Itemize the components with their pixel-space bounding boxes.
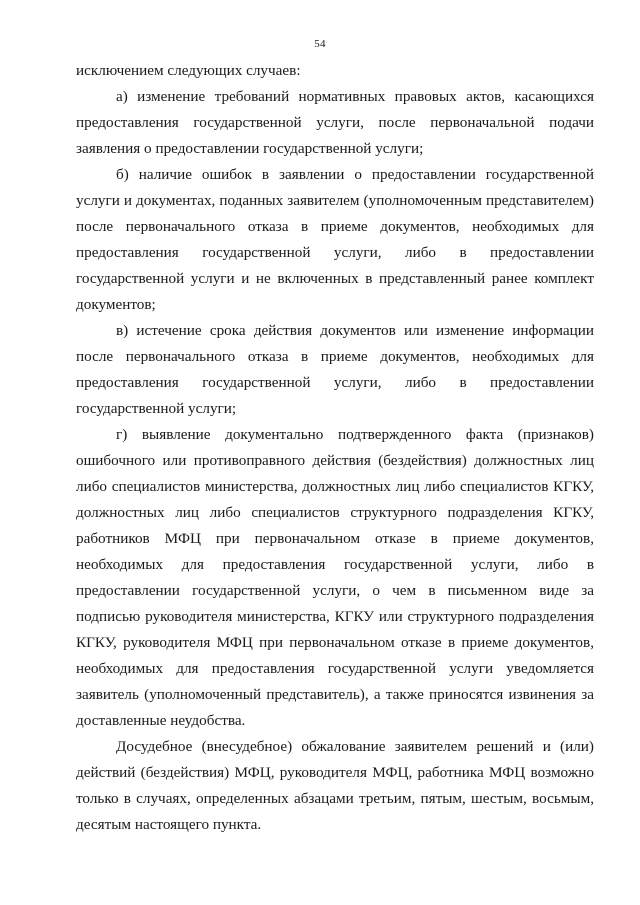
paragraph-item-v: в) истечение срока действия документов или изменение информации после первоначального отказа в приеме документов, необходимых для предоставления государственной услуги, либо в предоставлении государственной услуги; xyxy=(76,322,594,417)
paragraph-item-a: а) изменение требований нормативных правовых актов, касающихся предоставления государственной услуги, после первоначальной подачи заявления о предоставлении государственной услуги; xyxy=(76,88,594,157)
document-body xyxy=(76,58,594,838)
paragraph-item-b: б) наличие ошибок в заявлении о предоставлении государственной услуги и документах, поданных заявителем (уполномоченным представителем) после первоначального отказа в приеме документов, необходимых для предоставления государственной услуги, либо в предоставлении государственной услуги и не включенных в представленный ранее комплект документов; xyxy=(76,166,594,313)
paragraph-continuation: исключением следующих случаев: xyxy=(76,62,301,79)
paragraph-item-g: г) выявление документально подтвержденного факта (признаков) ошибочного или противоправного действия (бездействия) должностных лиц либо специалистов министерства, должностных лиц либо специалистов КГКУ, должностных лиц либо специалистов структурного подразделения КГКУ, работников МФЦ при первоначальном отказе в приеме документов, необходимых для предоставления государственной услуги, либо в предоставлении государственной услуги, о чем в письменном виде за подписью руководителя министерства, КГКУ или структурного подразделения КГКУ, руководителя МФЦ при первоначальном отказе в приеме документов, необходимых для предоставления государственной услуги уведомляется заявитель (уполномоченный представитель), а также приносятся извинения за доставленные неудобства. xyxy=(76,426,594,729)
page-number: 54 xyxy=(314,38,326,50)
paragraph-appeal: Досудебное (внесудебное) обжалование заявителем решений и (или) действий (бездействия) МФЦ, руководителя МФЦ, работника МФЦ возможно только в случаях, определенных абзацами третьим, пятым, шестым, восьмым, десятым настоящего пункта. xyxy=(76,738,594,833)
